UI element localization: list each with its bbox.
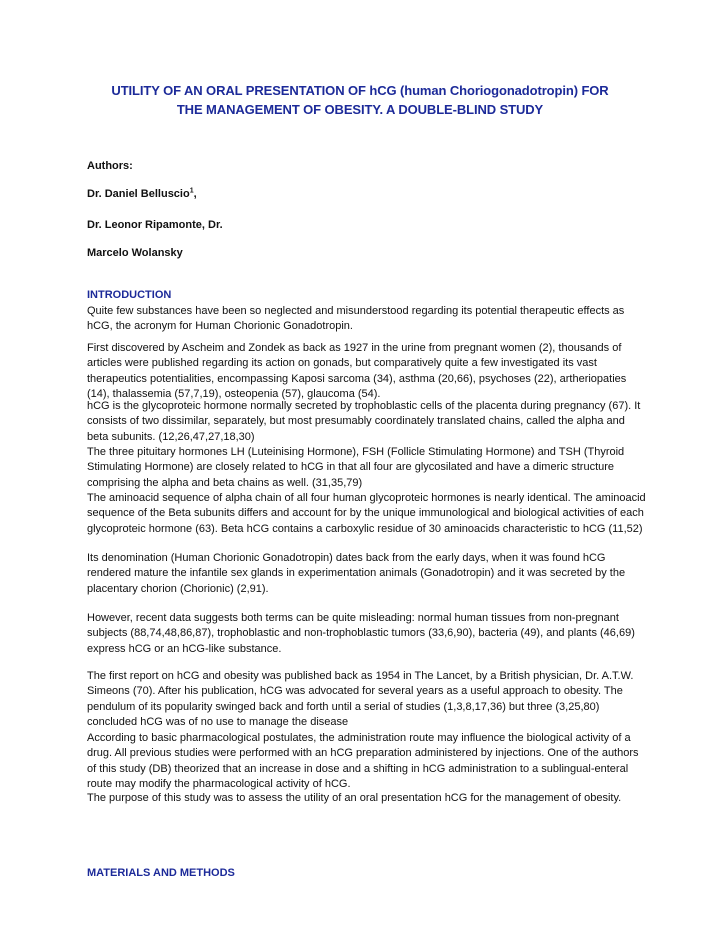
paragraph-5: The aminoacid sequence of alpha chain of all four human glycoproteic hormones is nearly identical. The aminoacid sequence of the Beta subunits differs and account for by the unique immunological and biological activities of each glycoproteic hormone (63). Beta hCG contains a carboxylic residue of 30 aminoacids characteristic to hCG (11,52) xyxy=(87,492,646,535)
author-1-suffix: , xyxy=(193,188,197,200)
paper-title xyxy=(40,82,680,119)
author-1 xyxy=(87,187,197,201)
paragraph-10: The purpose of this study was to assess the utility of an oral presentation hCG for the management of obesity. xyxy=(87,792,622,804)
author-3: Marcelo Wolansky xyxy=(87,247,183,259)
title-line-2: THE MANAGEMENT OF OBESITY. A DOUBLE-BLIND STUDY xyxy=(176,101,544,117)
title-line-1: UTILITY OF AN ORAL PRESENTATION OF hCG (human Choriogonadotropin) FOR xyxy=(111,83,609,98)
paragraph-8: The first report on hCG and obesity was published back as 1954 in The Lancet, by a British physician, Dr. A.T.W. Simeons (70). After his publication, hCG was advocated for several years as a useful approach to obesity. The pendulum of its popularity swinged back and forth until a serial of studies (1,3,8,17,36) but three (3,25,80) concluded hCG was of no use to manage the disease xyxy=(87,670,634,728)
paragraph-9: According to basic pharmacological postulates, the administration route may influence the biological activity of a drug. All previous studies were performed with an hCG preparation administered by injections. One of the authors of this study (DB) theorized that an increase in dose and a shifting in hCG administration to a sublingual-enteral route may modify the pharmacological activity of hCG. xyxy=(87,732,639,790)
materials-methods-heading: MATERIALS AND METHODS xyxy=(87,867,235,879)
author-2: Dr. Leonor Ripamonte, Dr. xyxy=(87,219,223,231)
paragraph-6: Its denomination (Human Chorionic Gonadotropin) dates back from the early days, when it was found hCG rendered mature the infantile sex glands in experimentation animals (Gonadotropin) and it was secreted by the placentary chorion (Chorionic) (2,91). xyxy=(87,552,626,595)
paragraph-2: First discovered by Ascheim and Zondek as back as 1927 in the urine from pregnant women (2), thousands of articles were published regarding its action on gonads, but comparatively quite a few investigated its vast therapeutics potentialities, encompassing Kaposi sarcoma (34), asthma (20,66), psychoses (22), artheriopaties (14), thalassemia (57,7,19), osteopenia (57), glaucoma (54). xyxy=(87,342,627,400)
paragraph-4: The three pituitary hormones LH (Luteinising Hormone), FSH (Follicle Stimulating Hormone) and TSH (Thyroid Stimulating Hormone) are closely related to hCG in that all four are glycosilated and have a dimeric structure comprising the alpha and beta chains as well. (31,35,79) xyxy=(87,446,625,489)
introduction-heading: INTRODUCTION xyxy=(87,289,172,301)
authors-label: Authors: xyxy=(87,160,133,172)
author-1-footnote-mark: 1 xyxy=(189,187,194,195)
author-1-name: Dr. Daniel Belluscio xyxy=(87,188,190,200)
paragraph-7: However, recent data suggests both terms can be quite misleading: normal human tissues from non-pregnant subjects (88,74,48,86,87), trophoblastic and non-trophoblastic tumors (33,6,90), bacteria (49), and plants (46,69) express hCG or an hCG-like substance. xyxy=(87,612,635,655)
paragraph-1: Quite few substances have been so neglected and misunderstood regarding its potential therapeutic effects as hCG, the acronym for Human Chorionic Gonadotropin. xyxy=(87,305,625,333)
paragraph-3: hCG is the glycoproteic hormone normally secreted by trophoblastic cells of the placenta during pregnancy (67). It consists of two dissimilar, separately, but most presumably coordinately translated chains, called the alpha and beta subunits. (12,26,47,27,18,30) xyxy=(87,400,641,443)
